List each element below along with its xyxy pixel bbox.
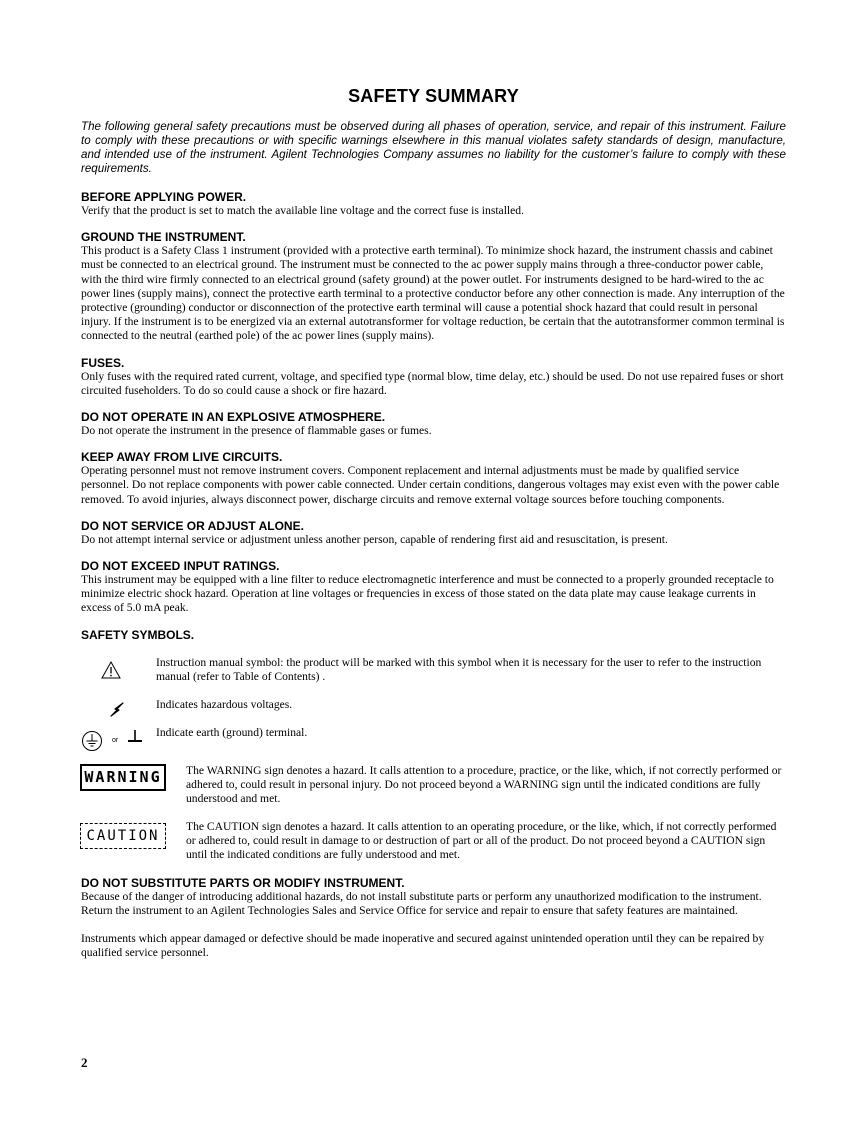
symbol-row-caution bbox=[81, 820, 786, 876]
section-heading: SAFETY SYMBOLS. bbox=[81, 627, 195, 642]
section-input-ratings bbox=[81, 559, 786, 616]
section-heading: BEFORE APPLYING POWER. bbox=[81, 190, 247, 204]
lightning-bolt-icon bbox=[108, 701, 126, 722]
symbol-description: Instruction manual symbol: the product will be marked with this symbol when it is necessary for the user to refer to the instruction manual (refer to Table of Contents) . bbox=[156, 655, 762, 683]
section-body: Verify that the product is set to match the available line voltage and the correct fuse is installed. bbox=[81, 204, 524, 217]
page-title: SAFETY SUMMARY bbox=[348, 86, 519, 106]
symbol-description: Indicate earth (ground) terminal. bbox=[156, 725, 308, 739]
section-heading: FUSES. bbox=[81, 355, 125, 370]
warning-sign-icon: WARNING bbox=[80, 764, 166, 791]
closing-paragraph: Instruments which appear damaged or defective should be made inoperative and secured against unintended operation until they can be repaired by qualified service personnel. bbox=[81, 932, 765, 960]
ground-terminal-icon bbox=[128, 729, 142, 750]
section-heading: DO NOT OPERATE IN AN EXPLOSIVE ATMOSPHERE. bbox=[81, 410, 386, 425]
section-safety-symbols bbox=[81, 628, 786, 876]
section-body: Only fuses with the required rated current, voltage, and specified type (normal blow, time delay, etc.) should be used. Do not use repaired fuses or short circuited fuseholders. To do so could cause a shock or fire hazard. bbox=[81, 369, 784, 397]
section-substitute-parts bbox=[81, 876, 786, 918]
section-service-alone bbox=[81, 519, 786, 547]
symbol-description: Indicates hazardous voltages. bbox=[156, 697, 293, 711]
page-number: 2 bbox=[81, 1055, 88, 1070]
warning-triangle-icon bbox=[101, 661, 121, 684]
symbol-row-manual bbox=[81, 656, 786, 698]
section-heading: DO NOT SERVICE OR ADJUST ALONE. bbox=[81, 518, 304, 533]
symbol-row-warning bbox=[81, 764, 786, 820]
section-heading: DO NOT SUBSTITUTE PARTS OR MODIFY INSTRUMENT. bbox=[81, 875, 405, 890]
symbol-or-label: or bbox=[112, 736, 119, 744]
section-body: This instrument may be equipped with a line filter to reduce electromagnetic interference and must be connected to a properly grounded receptacle to minimize electric shock hazard. Operation at line voltages or frequencies in excess of those stated on the data plate may cause leakage currents in excess of 5.0 mA peak. bbox=[81, 573, 774, 615]
symbol-description: The CAUTION sign denotes a hazard. It calls attention to an operating procedure, or the like, which, if not correctly performed or adhered to, could result in damage to or destruction of part or all of the product. Do not proceed beyond a CAUTION sign until the indicated conditions are fully understood and met. bbox=[186, 819, 777, 862]
symbol-row-voltage bbox=[81, 698, 786, 726]
symbol-description: The WARNING sign denotes a hazard. It calls attention to a procedure, practice, or the like, which, if not correctly performed or adhered to, could result in personal injury. Do not proceed beyond a WARNING sign until the indicated conditions are fully understood and met. bbox=[186, 763, 782, 806]
protective-earth-icon bbox=[81, 730, 103, 757]
section-heading: GROUND THE INSTRUMENT. bbox=[81, 230, 246, 245]
section-body: Operating personnel must not remove instrument covers. Component replacement and internal adjustments must be made by qualified service personnel. Do not replace components with power cable connected. Under certain conditions, dangerous voltages may exist even with the power cable removed. To avoid injuries, always disconnect power, discharge circuits and remove external voltage sources before touching components. bbox=[81, 464, 780, 506]
section-fuses bbox=[81, 356, 786, 398]
section-ground-instrument bbox=[81, 230, 786, 343]
section-body: Because of the danger of introducing additional hazards, do not install substitute parts or perform any unauthorized modification to the instrument. Return the instrument to an Agilent Technologies Sales and Service Office for service and repair to ensure that safety features are maintained. bbox=[81, 889, 762, 917]
caution-sign-icon: CAUTION bbox=[80, 823, 166, 849]
section-body: This product is a Safety Class 1 instrument (provided with a protective earth terminal). To minimize shock hazard, the instrument chassis and cabinet must be connected to an electrical ground. The instrument must be connected to the ac power supply mains through a three-conductor power cable, with the third wire firmly connected to an electrical ground (safety ground) at the power outlet. For instruments designed to be hard-wired to the ac power lines (supply mains), connect the protective earth terminal to a protective conductor before any other connection is made. Any interruption of the protective (grounding) conductor or disconnection of the protective earth terminal will cause a potential shock hazard that could result in personal injury. If the instrument is to be energized via an external autotransformer for voltage reduction, be certain that the autotransformer common terminal is connected to the neutral (earthed pole) of the ac power lines (supply mains). bbox=[81, 244, 785, 343]
intro-paragraph: The following general safety precautions must be observed during all phases of operation, service, and repair of this instrument. Failure to comply with these precautions or with specific warnings elsewhere in this manual violates safety standards of design, manufacture, and intended use of the instrument. Agilent Technologies Company assumes no liability for the customer’s failure to comply with these requirements. bbox=[81, 120, 786, 175]
section-before-applying-power bbox=[81, 190, 786, 218]
section-body: Do not operate the instrument in the presence of flammable gases or fumes. bbox=[81, 424, 432, 438]
section-heading: DO NOT EXCEED INPUT RATINGS. bbox=[81, 559, 280, 574]
safety-summary-page bbox=[81, 86, 786, 960]
section-heading: KEEP AWAY FROM LIVE CIRCUITS. bbox=[81, 450, 283, 465]
section-live-circuits bbox=[81, 450, 786, 507]
symbol-row-earth bbox=[81, 726, 786, 764]
section-body: Do not attempt internal service or adjustment unless another person, capable of rendering first aid and resuscitation, is present. bbox=[81, 532, 668, 546]
section-explosive-atmosphere bbox=[81, 410, 786, 438]
